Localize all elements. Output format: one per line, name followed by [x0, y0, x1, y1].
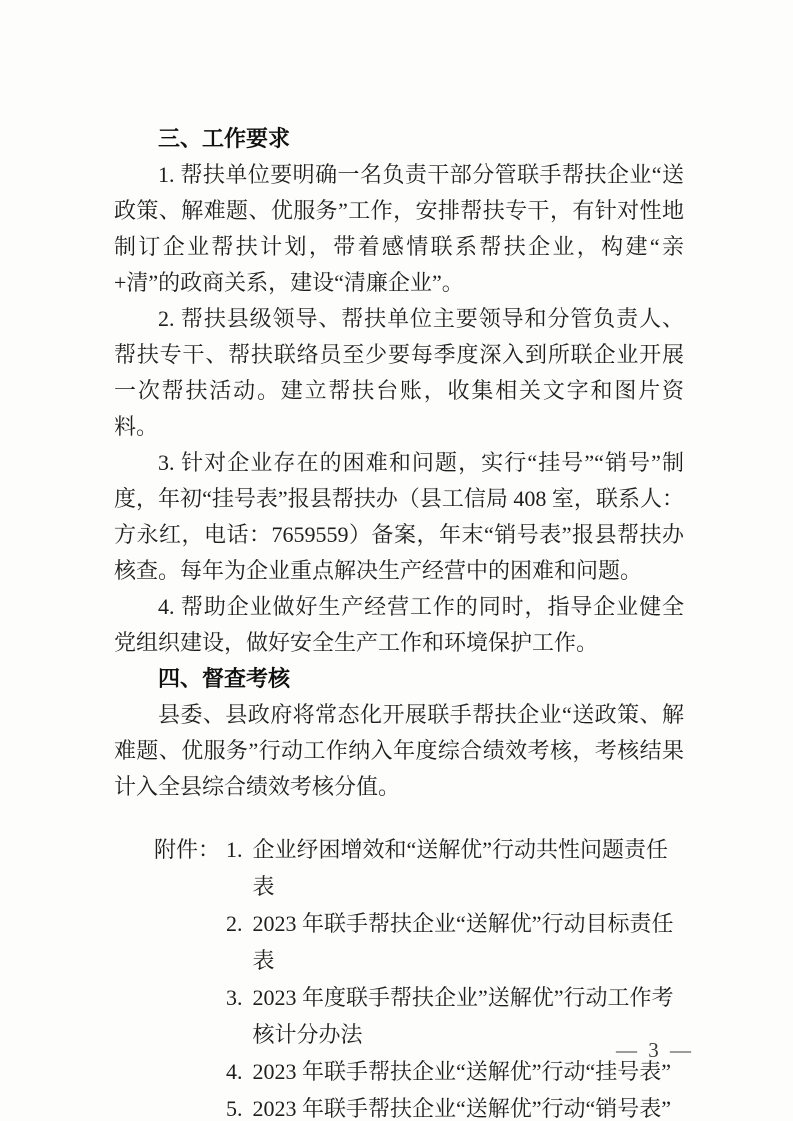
attachment-number: 1. — [226, 837, 243, 862]
paragraph-5: 县委、县政府将常态化开展联手帮扶企业“送政策、解难题、优服务”行动工作纳入年度综合绩效考核，考核结果计入全县综合绩效考核分值。 — [114, 702, 684, 799]
paragraph-3: 3. 针对企业存在的困难和问题，实行“挂号”“销号”制度，年初“挂号表”报县帮扶办（县工信局 408 室，联系人：方永红，电话：7659559）备案，年末“销号表”报县帮扶办核查。每年为企业重点解决生产经营中的困难和问题。 — [114, 450, 684, 583]
attachment-number: 3. — [226, 985, 243, 1010]
attachment-item — [226, 1090, 684, 1121]
attachment-title: 2023 年度联手帮扶企业”送解优”行动工作考核计分办法 — [252, 985, 674, 1047]
attachment-title: 企业纾困增效和“送解优”行动共性问题责任表 — [252, 837, 669, 899]
section-heading-supervision-assessment: 四、督查考核 — [158, 666, 291, 691]
attachment-number: 2. — [226, 911, 243, 936]
attachment-item — [226, 905, 684, 979]
attachment-title: 2023 年联手帮扶企业“送解优”行动“销号表” — [252, 1096, 672, 1121]
attachments-block — [114, 831, 684, 1121]
attachments-label: 附件： — [154, 837, 221, 862]
attachment-title: 2023 年联手帮扶企业“送解优”行动“挂号表” — [252, 1059, 672, 1084]
paragraph-2: 2. 帮扶县级领导、帮扶单位主要领导和分管负责人、帮扶专干、帮扶联络员至少要每季度深入到所联企业开展一次帮扶活动。建立帮扶台账，收集相关文字和图片资料。 — [114, 306, 684, 439]
section-heading-work-requirements: 三、工作要求 — [158, 126, 291, 151]
document-body — [114, 121, 684, 1121]
attachment-title: 2023 年联手帮扶企业“送解优”行动目标责任表 — [252, 911, 674, 973]
attachment-number: 4. — [226, 1059, 243, 1084]
paragraph-1: 1. 帮扶单位要明确一名负责干部分管联手帮扶企业“送政策、解难题、优服务”工作，安排帮扶专干，有针对性地制订企业帮扶计划，带着感情联系帮扶企业，构建“亲+清”的政商关系，建设“清廉企业”。 — [114, 162, 684, 295]
attachment-item — [226, 831, 684, 905]
attachments-list — [226, 831, 684, 1121]
paragraph-4: 4. 帮助企业做好生产经营工作的同时，指导企业健全党组织建设，做好安全生产工作和环境保护工作。 — [114, 594, 684, 655]
page-number: — 3 — — [616, 1038, 694, 1062]
attachment-number: 5. — [226, 1096, 243, 1121]
